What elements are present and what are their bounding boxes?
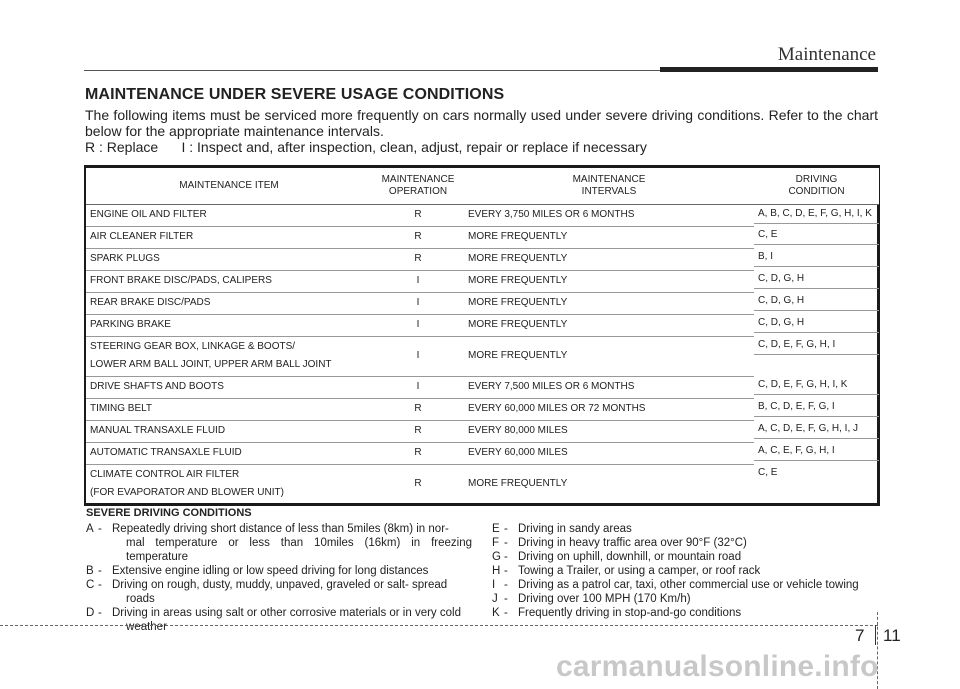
severe-conditions-title: SEVERE DRIVING CONDITIONS [86, 507, 252, 519]
page-header-title: Maintenance [777, 44, 876, 65]
cell-interval: MORE FREQUENTLY [464, 270, 754, 292]
header-maintenance-operation: MAINTENANCE OPERATION [372, 168, 464, 204]
cell-operation: R [372, 420, 464, 442]
header-rule-accent [660, 67, 878, 72]
cell-item: AUTOMATIC TRANSAXLE FLUID [86, 442, 372, 464]
table-row [86, 420, 879, 442]
cell-operation: R [372, 442, 464, 464]
table-body [86, 204, 879, 504]
cell-condition: B, C, D, E, F, G, I [754, 398, 879, 417]
table-row [86, 398, 879, 420]
cell-interval: MORE FREQUENTLY [468, 478, 568, 490]
condition-item: K - Frequently driving in stop-and-go conditions [492, 607, 742, 619]
cell-operation: I [372, 314, 464, 336]
condition-item: F - Driving in heavy traffic area over 90°F (32°C) [492, 537, 747, 549]
condition-item: I - Driving as a patrol car, taxi, other commercial use or vehicle towing [492, 579, 859, 591]
cell-operation: R [372, 204, 464, 226]
cell-interval: MORE FREQUENTLY [464, 314, 754, 336]
cell-operation: R [372, 226, 464, 248]
page-number: 11 [883, 626, 901, 645]
page-number-separator [875, 625, 876, 645]
table-row [86, 464, 879, 504]
table-row [86, 336, 879, 376]
cell-operation: R [414, 478, 422, 490]
cell-interval: MORE FREQUENTLY [464, 336, 754, 376]
condition-item: B - Extensive engine idling or low speed driving for long distances [86, 565, 429, 577]
cell-interval: MORE FREQUENTLY [464, 248, 754, 270]
severe-conditions-right [492, 522, 882, 620]
footer-rule [0, 625, 878, 626]
table-row [86, 270, 879, 292]
maintenance-table [84, 165, 880, 506]
cell-operation: R [372, 398, 464, 420]
header-maintenance-item: MAINTENANCE ITEM [86, 168, 372, 204]
cell-item: MANUAL TRANSAXLE FLUID [86, 420, 372, 442]
cell-item: FRONT BRAKE DISC/PADS, CALIPERS [86, 270, 372, 292]
table-row [86, 226, 879, 248]
cell-condition: C, E [754, 226, 879, 245]
cell-condition: B, I [754, 248, 879, 267]
condition-item: H - Towing a Trailer, or using a camper, or roof rack [492, 565, 761, 577]
condition-item: J - Driving over 100 MPH (170 Km/h) [492, 593, 691, 605]
cell-item: REAR BRAKE DISC/PADS [86, 292, 372, 314]
cell-interval: EVERY 60,000 MILES OR 72 MONTHS [464, 398, 754, 420]
cell-operation: I [372, 292, 464, 314]
header-rule [84, 70, 664, 71]
cell-item: TIMING BELT [86, 398, 372, 420]
header-maintenance-intervals: MAINTENANCE INTERVALS [464, 168, 754, 204]
cell-interval: EVERY 60,000 MILES [464, 442, 754, 464]
table-row [86, 292, 879, 314]
section-title: MAINTENANCE UNDER SEVERE USAGE CONDITIONS [85, 86, 505, 103]
condition-item: C - Driving on rough, dusty, muddy, unpaved, graveled or salt- spread roads [86, 579, 448, 605]
cell-item: STEERING GEAR BOX, LINKAGE & BOOTS/ LOWER ARM BALL JOINT, UPPER ARM BALL JOINT [86, 336, 372, 376]
cell-interval: EVERY 3,750 MILES OR 6 MONTHS [464, 204, 754, 226]
table-row [86, 314, 879, 336]
cell-condition: C, D, E, F, G, H, I, K [754, 376, 879, 395]
cell-operation: I [372, 336, 464, 376]
condition-item: E - Driving in sandy areas [492, 523, 632, 535]
condition-item: A - Repeatedly driving short distance of less than 5miles (8km) in nor- mal temperature or less than 10miles (16km) in freezing temperature [86, 523, 472, 563]
cell-interval: MORE FREQUENTLY [464, 226, 754, 248]
cell-operation: I [372, 376, 464, 398]
chapter-number: 7 [855, 626, 865, 645]
cell-interval: EVERY 7,500 MILES OR 6 MONTHS [464, 376, 754, 398]
table-row [86, 248, 879, 270]
table-row [86, 376, 879, 398]
cell-item: SPARK PLUGS [86, 248, 372, 270]
cell-condition: A, C, D, E, F, G, H, I, J [754, 420, 879, 439]
cell-condition: C, D, G, H [754, 292, 879, 311]
watermark: carmanualsonline.info [556, 650, 879, 683]
cell-condition: C, E [758, 467, 778, 478]
cell-item: AIR CLEANER FILTER [86, 226, 372, 248]
cell-operation: I [372, 270, 464, 292]
cell-item: PARKING BRAKE [86, 314, 372, 336]
table-row [86, 204, 879, 226]
cell-operation: R [372, 248, 464, 270]
cell-condition: C, D, E, F, G, H, I [754, 336, 879, 355]
condition-item: D - Driving in areas using salt or other corrosive materials or in very cold weather [86, 607, 461, 633]
cell-item: CLIMATE CONTROL AIR FILTER (FOR EVAPORATOR AND BLOWER UNIT) [90, 469, 284, 499]
cell-condition: C, D, G, H [754, 314, 879, 333]
header-driving-condition: DRIVING CONDITION [754, 168, 879, 204]
cell-item: DRIVE SHAFTS AND BOOTS [86, 376, 372, 398]
cell-item: ENGINE OIL AND FILTER [86, 204, 372, 226]
legend: R : Replace I : Inspect and, after inspection, clean, adjust, repair or replace if necessary [85, 139, 647, 155]
cell-condition: C, D, G, H [754, 270, 879, 289]
cell-condition: A, C, E, F, G, H, I [754, 442, 879, 461]
cell-interval: MORE FREQUENTLY [464, 292, 754, 314]
severe-conditions-left [86, 522, 472, 634]
table-row [86, 442, 879, 464]
intro-paragraph: The following items must be serviced more frequently on cars normally used under severe driving conditions. Refer to the chart below for the appropriate maintenance intervals. [85, 107, 878, 139]
cell-interval: EVERY 80,000 MILES [464, 420, 754, 442]
cell-condition: A, B, C, D, E, F, G, H, I, K [754, 205, 879, 224]
condition-item: G - Driving on uphill, downhill, or mountain road [492, 551, 742, 563]
